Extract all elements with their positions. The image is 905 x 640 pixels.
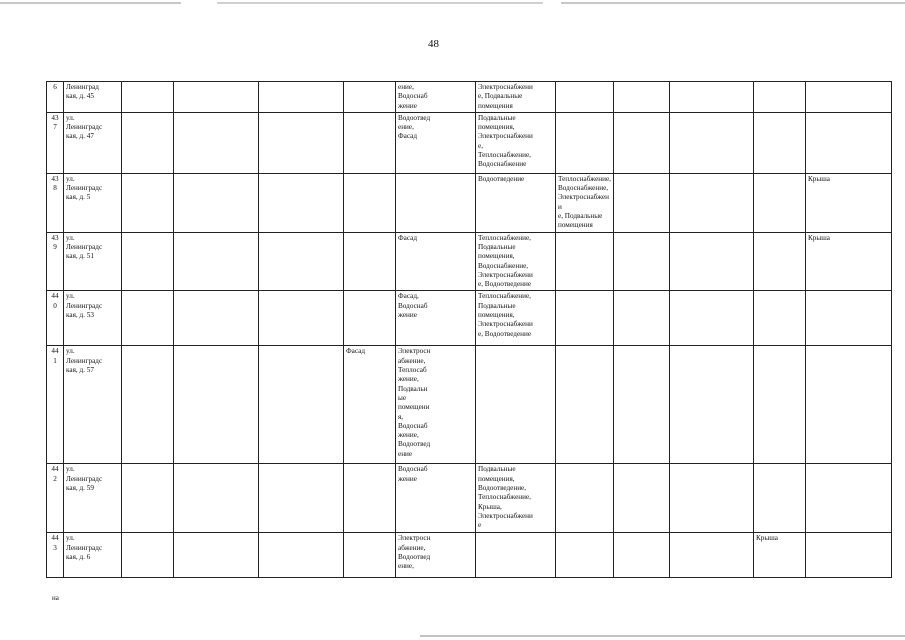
- table-cell: Крыша: [808, 233, 830, 242]
- table-row: [47, 112, 892, 173]
- table-cell: ение, Водоснаб жение: [398, 83, 428, 110]
- table-row: [47, 464, 892, 533]
- table-cell: [174, 533, 259, 578]
- table-cell: Электроснабжени е, Подвальные помещения: [478, 83, 533, 110]
- table-cell: Подвальные помещения, Электроснабжени е, Теплоснабжение, Водоснабжение: [478, 113, 533, 169]
- table-cell: [174, 112, 259, 173]
- row-number: 44 0: [51, 292, 59, 310]
- table-cell: Теплоснабжение, Подвальные помещения, Водоснабжение, Электроснабжени е, Водоотведение: [478, 233, 533, 289]
- row-number: 44 1: [51, 347, 59, 365]
- table-cell: [174, 232, 259, 291]
- table-cell: Водоотвед ение, Фасад: [398, 113, 431, 141]
- table-cell: [174, 464, 259, 533]
- table-body: [47, 82, 892, 578]
- table-cell: Крыша: [756, 534, 778, 543]
- table-cell: Электросн абжение, Водоотвед ение,: [398, 534, 431, 571]
- row-number: 43 7: [51, 113, 59, 132]
- address-cell: ул. Ленинградс кая, д. 5: [66, 174, 103, 202]
- address-cell: ул. Ленинградс кая, д. 6: [66, 534, 103, 562]
- table-cell: Теплоснабжение, Подвальные помещения, Электроснабжени е, Водоотведение: [478, 292, 533, 338]
- table-row: [47, 82, 892, 113]
- address-cell: Ленинград кая, д. 45: [66, 83, 99, 101]
- table-row: [47, 173, 892, 232]
- address-cell: ул. Ленинградс кая, д. 47: [66, 113, 103, 141]
- table-cell: Крыша: [808, 174, 830, 183]
- table-cell: Фасад: [398, 233, 417, 242]
- table-cell: [174, 346, 259, 464]
- table-row: [47, 346, 892, 464]
- row-number: 43 8: [51, 174, 59, 193]
- table-row: [47, 533, 892, 578]
- scan-artifact-top: [0, 2, 905, 4]
- table-cell: Фасад: [346, 347, 365, 356]
- table-cell: Электросн абжение, Теплосаб жение, Подвальн ые помещени я, Водоснаб жение, Водоотвед ение: [398, 347, 431, 458]
- table-cell: Теплоснабжение, Водоснабжение, Электроснабжени е, Подвальные помещения: [558, 174, 611, 230]
- table-cell: Водоснаб жение: [398, 465, 428, 483]
- address-cell: ул. Ленинградс кая, д. 53: [66, 292, 103, 320]
- table-cell: Водоотведение: [478, 174, 525, 183]
- table-cell: [174, 291, 259, 346]
- row-number: 6: [53, 83, 57, 91]
- scan-artifact-bottom: [420, 635, 905, 637]
- table-cell: [174, 173, 259, 232]
- table-cell: Подвальные помещения, Водоотведение, Теплоснабжение, Крыша, Электроснабжени е: [478, 465, 533, 530]
- row-number: 44 2: [51, 465, 59, 483]
- table-cell: [174, 82, 259, 113]
- repair-schedule-table: [46, 81, 892, 578]
- page-number: 48: [428, 38, 439, 50]
- address-cell: ул. Ленинградс кая, д. 57: [66, 347, 103, 375]
- table-cell: Фасад, Водоснаб жение: [398, 292, 428, 320]
- table-row: [47, 291, 892, 346]
- address-cell: ул. Ленинградс кая, д. 59: [66, 465, 103, 493]
- table-row: [47, 232, 892, 291]
- row-number: 43 9: [51, 233, 59, 251]
- address-cell: ул. Ленинградс кая, д. 51: [66, 233, 103, 261]
- footer-note: на: [52, 594, 59, 602]
- row-number: 44 3: [51, 534, 59, 552]
